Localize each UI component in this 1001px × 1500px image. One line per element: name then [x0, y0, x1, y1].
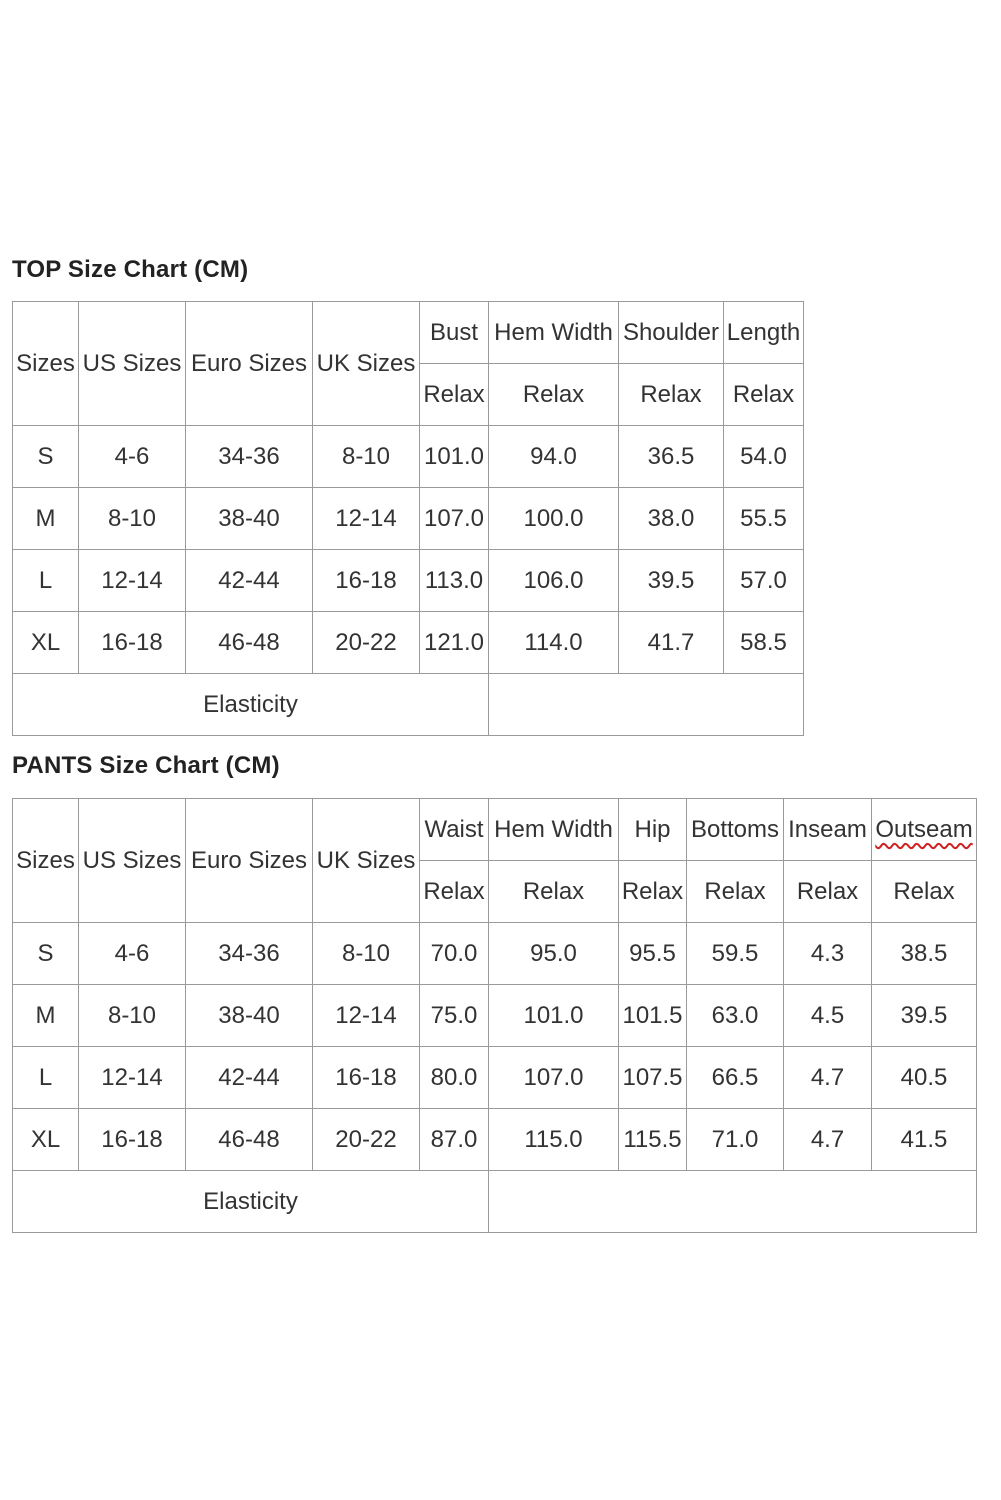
table-cell: 95.5	[619, 923, 687, 985]
table-cell: 107.0	[489, 1047, 619, 1109]
table-cell: 12-14	[313, 985, 420, 1047]
table-cell: 71.0	[687, 1109, 784, 1171]
subheader-relax: Relax	[619, 861, 687, 923]
table-cell: 58.5	[724, 612, 804, 674]
table-cell: 38-40	[186, 985, 313, 1047]
subheader-relax: Relax	[420, 364, 489, 426]
table-cell: 36.5	[619, 426, 724, 488]
table-cell: 114.0	[489, 612, 619, 674]
header-hip: Hip	[619, 799, 687, 861]
table-cell: 34-36	[186, 426, 313, 488]
table-row	[13, 550, 804, 612]
header-outseam-label: Outseam	[875, 815, 973, 843]
table-cell: XL	[13, 1109, 79, 1171]
table-cell: 41.5	[872, 1109, 977, 1171]
table-cell: 4.3	[784, 923, 872, 985]
elasticity-row	[13, 1171, 977, 1233]
subheader-relax: Relax	[420, 861, 489, 923]
table-cell: 42-44	[186, 550, 313, 612]
subheader-relax: Relax	[619, 364, 724, 426]
table-cell: 8-10	[313, 426, 420, 488]
header-outseam	[872, 799, 977, 861]
table-cell: 54.0	[724, 426, 804, 488]
table-cell: L	[13, 1047, 79, 1109]
header-euro-sizes: Euro Sizes	[186, 302, 313, 426]
table-cell: 63.0	[687, 985, 784, 1047]
table-cell: 100.0	[489, 488, 619, 550]
elasticity-value	[489, 674, 804, 736]
elasticity-label: Elasticity	[13, 1171, 489, 1233]
elasticity-row	[13, 674, 804, 736]
table-row	[13, 612, 804, 674]
table-cell: 66.5	[687, 1047, 784, 1109]
table-cell: 115.5	[619, 1109, 687, 1171]
table-cell: 12-14	[313, 488, 420, 550]
table-cell: L	[13, 550, 79, 612]
table-cell: 4.7	[784, 1109, 872, 1171]
table-row	[13, 488, 804, 550]
table-cell: XL	[13, 612, 79, 674]
table-cell: 107.5	[619, 1047, 687, 1109]
subheader-relax: Relax	[784, 861, 872, 923]
table-cell: 101.0	[489, 985, 619, 1047]
header-shoulder: Shoulder	[619, 302, 724, 364]
header-bust: Bust	[420, 302, 489, 364]
table-row	[13, 1047, 977, 1109]
top-size-table	[12, 301, 804, 736]
table-cell: 16-18	[313, 1047, 420, 1109]
table-cell: 4.7	[784, 1047, 872, 1109]
table-cell: 57.0	[724, 550, 804, 612]
header-sizes: Sizes	[13, 302, 79, 426]
subheader-relax: Relax	[687, 861, 784, 923]
header-waist: Waist	[420, 799, 489, 861]
table-cell: 80.0	[420, 1047, 489, 1109]
subheader-relax: Relax	[489, 364, 619, 426]
table-cell: 4-6	[79, 426, 186, 488]
table-cell: 121.0	[420, 612, 489, 674]
table-cell: 106.0	[489, 550, 619, 612]
top-size-chart-title: TOP Size Chart (CM)	[12, 256, 249, 283]
header-us-sizes: US Sizes	[79, 302, 186, 426]
table-cell: 16-18	[79, 612, 186, 674]
table-cell: 42-44	[186, 1047, 313, 1109]
table-cell: 38.5	[872, 923, 977, 985]
header-sizes: Sizes	[13, 799, 79, 923]
header-hem-width: Hem Width	[489, 799, 619, 861]
header-hem-width: Hem Width	[489, 302, 619, 364]
table-cell: 39.5	[872, 985, 977, 1047]
table-cell: 113.0	[420, 550, 489, 612]
header-us-sizes: US Sizes	[79, 799, 186, 923]
header-uk-sizes: UK Sizes	[313, 799, 420, 923]
table-row	[13, 1109, 977, 1171]
table-cell: 34-36	[186, 923, 313, 985]
table-cell: 4-6	[79, 923, 186, 985]
table-cell: 8-10	[313, 923, 420, 985]
table-cell: 55.5	[724, 488, 804, 550]
table-cell: 46-48	[186, 612, 313, 674]
table-cell: 75.0	[420, 985, 489, 1047]
subheader-relax: Relax	[872, 861, 977, 923]
table-cell: 101.0	[420, 426, 489, 488]
table-cell: 59.5	[687, 923, 784, 985]
table-cell: 8-10	[79, 985, 186, 1047]
table-cell: 38.0	[619, 488, 724, 550]
table-cell: 41.7	[619, 612, 724, 674]
pants-size-chart-title: PANTS Size Chart (CM)	[12, 752, 280, 779]
table-cell: M	[13, 985, 79, 1047]
table-cell: 107.0	[420, 488, 489, 550]
table-row	[13, 426, 804, 488]
table-cell: 12-14	[79, 1047, 186, 1109]
table-cell: 40.5	[872, 1047, 977, 1109]
table-cell: 70.0	[420, 923, 489, 985]
table-cell: 4.5	[784, 985, 872, 1047]
table-cell: 101.5	[619, 985, 687, 1047]
table-cell: 115.0	[489, 1109, 619, 1171]
table-cell: 94.0	[489, 426, 619, 488]
table-cell: 20-22	[313, 1109, 420, 1171]
table-cell: 95.0	[489, 923, 619, 985]
pants-size-table	[12, 798, 977, 1233]
header-inseam: Inseam	[784, 799, 872, 861]
subheader-relax: Relax	[724, 364, 804, 426]
table-cell: S	[13, 923, 79, 985]
header-bottoms: Bottoms	[687, 799, 784, 861]
table-cell: 20-22	[313, 612, 420, 674]
table-cell: 39.5	[619, 550, 724, 612]
table-cell: 8-10	[79, 488, 186, 550]
table-cell: 46-48	[186, 1109, 313, 1171]
table-cell: M	[13, 488, 79, 550]
header-uk-sizes: UK Sizes	[313, 302, 420, 426]
table-cell: 87.0	[420, 1109, 489, 1171]
table-cell: 16-18	[313, 550, 420, 612]
table-cell: 12-14	[79, 550, 186, 612]
table-row	[13, 923, 977, 985]
header-length: Length	[724, 302, 804, 364]
elasticity-label: Elasticity	[13, 674, 489, 736]
header-euro-sizes: Euro Sizes	[186, 799, 313, 923]
elasticity-value	[489, 1171, 977, 1233]
table-row	[13, 985, 977, 1047]
subheader-relax: Relax	[489, 861, 619, 923]
table-cell: 16-18	[79, 1109, 186, 1171]
table-cell: S	[13, 426, 79, 488]
table-cell: 38-40	[186, 488, 313, 550]
